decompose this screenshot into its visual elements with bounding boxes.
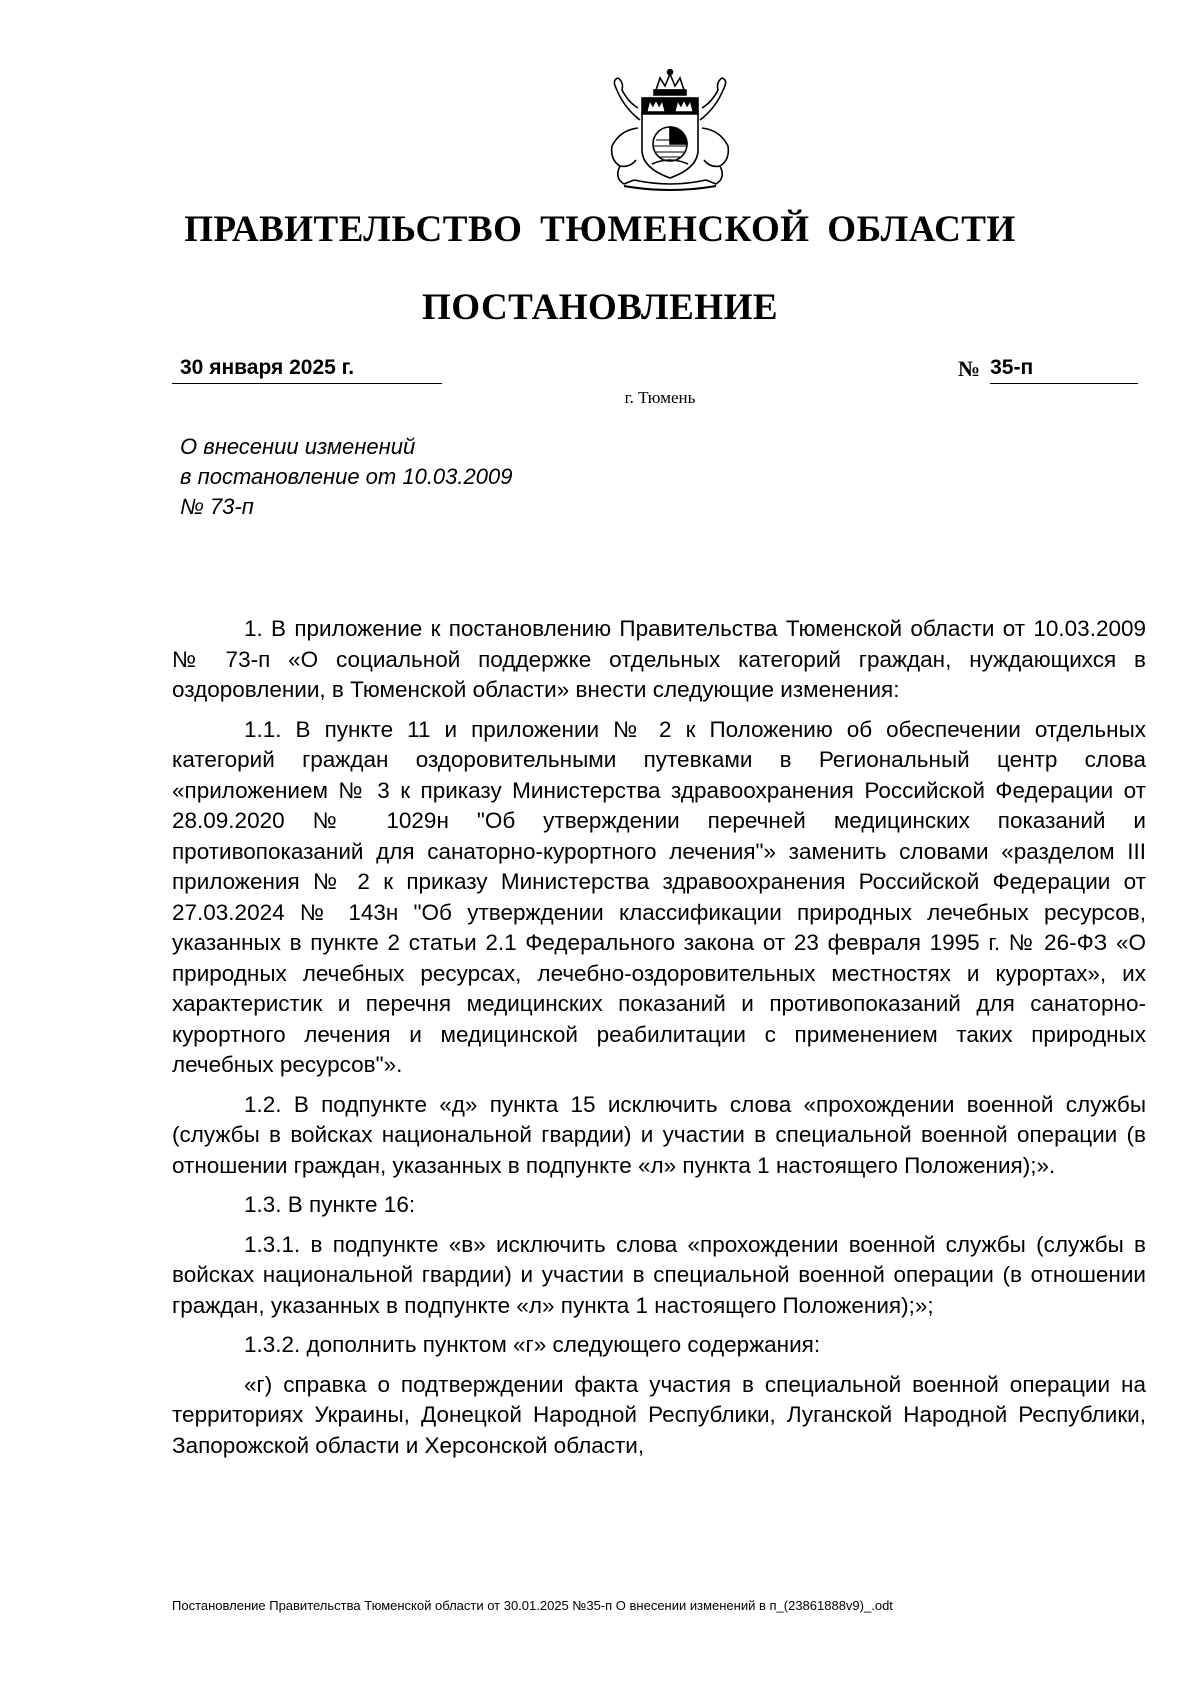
body-paragraph: 1.1. В пункте 11 и приложении № 2 к Положению об обеспечении отдельных категорий граждан оздоровительными путевками в Региональный центр слова «приложением № 3 к приказу Министерства здравоохранения Российской Федерации от 28.09.2020 № 1029н "Об утверждении перечней медицинских показаний и противопоказаний для санаторно-курортного лечения"» заменить словами «разделом III приложения № 2 к приказу Министерства здравоохранения Российской Федерации от 27.03.2024 № 143н "Об утверждении классификации природных лечебных ресурсов, указанных в пункте 2 статьи 2.1 Федерального закона от 23 февраля 1995 г. № 26-ФЗ «О природных лечебных ресурсах, лечебно-оздоровительных местностях и курортах», их характеристик и перечня медицинских показаний и противопоказаний для санаторно-курортного лечения и медицинской реабилитации с применением таких природных лечебных ресурсов"». (172, 716, 1146, 1077)
document-subject (180, 432, 680, 522)
body-paragraph: 1.2. В подпункте «д» пункта 15 исключить слова «прохождении военной службы (службы в войсках национальной гвардии) и участии в специальной военной операции (в отношении граждан, указанных в подпункте «л» пункта 1 настоящего Положения);». (172, 1091, 1146, 1178)
number-sign: № (958, 356, 981, 381)
body-paragraph: 1.3. В пункте 16: (244, 1192, 416, 1217)
page-footer: Постановление Правительства Тюменской области от 30.01.2025 №35-п О внесении изменений в п_(23861888v9)_.odt (172, 1598, 893, 1613)
subject-line: О внесении изменений (180, 434, 416, 459)
document-number: 35-п (990, 356, 1138, 384)
subject-line: № 73-п (180, 494, 254, 519)
body-paragraph: 1.3.1. в подпункте «в» исключить слова «прохождении военной службы (службы в войсках национальной гвардии) и участии в специальной военной операции (в отношении граждан, указанных в подпункте «л» пункта 1 настоящего Положения);»; (172, 1231, 1146, 1318)
body-paragraph: 1.3.2. дополнить пунктом «г» следующего содержания: (244, 1332, 821, 1357)
document-number-field (958, 356, 1138, 383)
organization-title: ПРАВИТЕЛЬСТВО ТЮМЕНСКОЙ ОБЛАСТИ (184, 209, 1016, 250)
coat-of-arms-icon (590, 68, 750, 196)
body-paragraph: «г) справка о подтверждении факта участия в специальной военной операции на территориях Украины, Донецкой Народной Республики, Луганской Народной Республики, Запорожской области и Херсонской области, (172, 1371, 1146, 1458)
body-paragraph: 1. В приложение к постановлению Правительства Тюменской области от 10.03.2009 № 73-п «О социальной поддержке отдельных категорий граждан, нуждающихся в оздоровлении, в Тюменской области» внести следующие изменения: (172, 616, 1146, 702)
subject-line: в постановление от 10.03.2009 (180, 464, 513, 489)
document-type: ПОСТАНОВЛЕНИЕ (421, 287, 779, 328)
document-date: 30 января 2025 г. (172, 356, 442, 384)
document-city: г. Тюмень (624, 388, 696, 407)
document-body (172, 614, 1146, 1470)
